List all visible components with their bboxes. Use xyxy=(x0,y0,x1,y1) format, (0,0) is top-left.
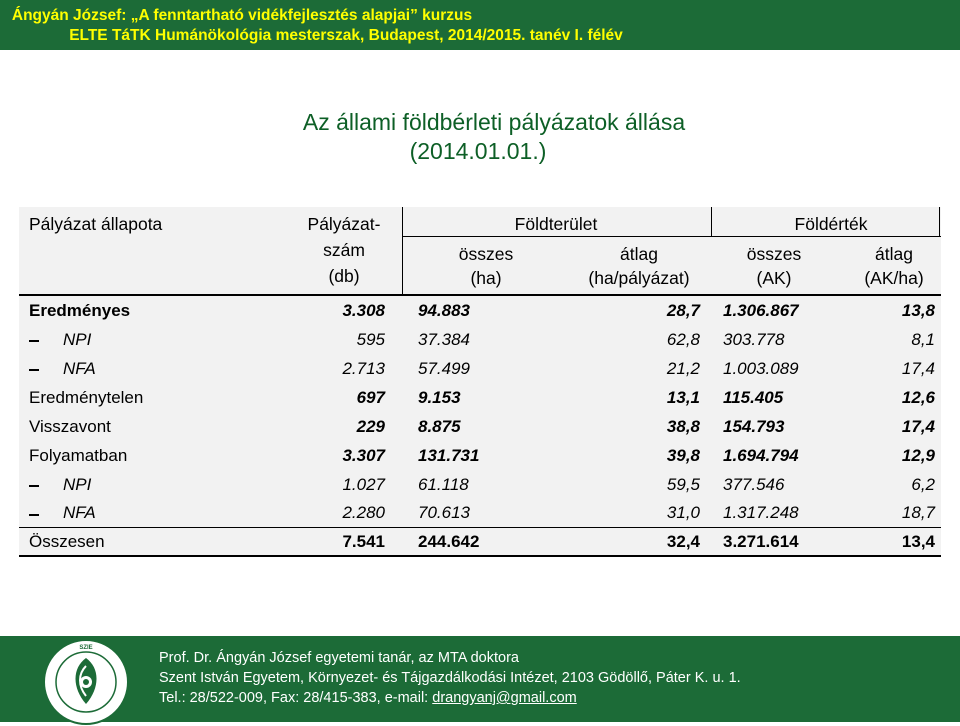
row-value: 1.003.089 xyxy=(723,359,799,378)
footer-author: Prof. Dr. Ángyán József egyetemi tanár, az MTA doktora xyxy=(159,650,519,666)
total-top-rule xyxy=(19,527,941,528)
footer-contact-text: Tel.: 28/522-009, Fax: 28/415-383, e-mail: xyxy=(159,690,433,706)
footer xyxy=(0,636,960,722)
row-area: 94.883 xyxy=(418,301,470,320)
row-area-avg: 31,0 xyxy=(666,503,700,522)
header-area-group: Földterület xyxy=(514,214,598,234)
row-label: NFA xyxy=(63,359,96,378)
row-value: 115.405 xyxy=(723,388,784,407)
slide-title: Az állami földbérleti pályázatok állása xyxy=(302,109,686,135)
row-label: Eredménytelen xyxy=(29,388,144,407)
row-value-avg: 6,2 xyxy=(911,475,935,494)
logo-top-text: SZIE xyxy=(79,645,93,651)
row-area-avg: 28,7 xyxy=(666,301,700,320)
header-value-total-unit: (AK) xyxy=(756,268,792,288)
row-value-avg: 18,7 xyxy=(901,503,935,522)
row-value: 1.317.248 xyxy=(723,503,799,522)
row-area: 57.499 xyxy=(418,359,470,378)
sub-row-dash xyxy=(29,369,39,371)
row-area-avg: 21,2 xyxy=(666,359,700,378)
header-count-unit: (db) xyxy=(328,266,360,286)
row-area: 131.731 xyxy=(418,446,480,465)
row-label: Folyamatban xyxy=(29,446,128,465)
row-label: NFA xyxy=(63,503,96,522)
row-count: 697 xyxy=(356,388,385,407)
header-area-total: összes xyxy=(458,244,514,264)
slide-date: (2014.01.01.) xyxy=(409,138,547,164)
row-value-avg: 13,8 xyxy=(901,301,935,320)
table-bottom-rule xyxy=(19,555,941,557)
row-area-avg: 39,8 xyxy=(666,446,700,465)
row-label: Eredményes xyxy=(29,301,131,320)
row-count: 7.541 xyxy=(342,532,385,551)
row-area-avg: 38,8 xyxy=(666,417,700,436)
row-count: 2.713 xyxy=(342,359,385,378)
row-value-avg: 17,4 xyxy=(901,417,935,436)
row-label: Visszavont xyxy=(29,417,111,436)
tender-status-table xyxy=(19,207,941,557)
row-area: 244.642 xyxy=(418,532,480,551)
header-value-avg: átlag xyxy=(875,244,913,264)
footer-institute: Szent István Egyetem, Környezet- és Tájgazdálkodási Intézet, 2103 Gödöllő, Páter K. u. 1. xyxy=(159,670,741,686)
header-count-l2: szám xyxy=(323,240,365,260)
course-subtitle: ELTE TáTK Humánökológia mesterszak, Budapest, 2014/2015. tanév I. félév xyxy=(69,27,623,44)
row-label: NPI xyxy=(63,475,92,494)
header-group-rule xyxy=(402,236,941,237)
institute-logo xyxy=(42,638,130,726)
row-area-avg: 32,4 xyxy=(666,532,700,551)
row-label: NPI xyxy=(63,330,92,349)
row-area-avg: 59,5 xyxy=(666,475,700,494)
row-value: 3.271.614 xyxy=(723,532,799,551)
row-count: 2.280 xyxy=(342,503,385,522)
row-value-avg: 13,4 xyxy=(901,532,935,551)
header-divider-right xyxy=(939,207,940,237)
sub-row-dash xyxy=(29,340,39,342)
row-area-avg: 62,8 xyxy=(666,330,700,349)
row-area: 37.384 xyxy=(418,330,470,349)
row-area: 70.613 xyxy=(418,503,470,522)
row-value: 1.694.794 xyxy=(723,446,799,465)
row-value: 1.306.867 xyxy=(723,301,799,320)
header-value-total: összes xyxy=(746,244,802,264)
email-link[interactable]: drangyanj@gmail.com xyxy=(432,690,577,706)
row-area-avg: 13,1 xyxy=(666,388,700,407)
row-value-avg: 8,1 xyxy=(911,330,935,349)
row-area: 8.875 xyxy=(418,417,461,436)
header-value-avg-unit: (AK/ha) xyxy=(864,268,924,288)
header-area-avg: átlag xyxy=(620,244,658,264)
row-value-avg: 12,6 xyxy=(901,388,935,407)
row-count: 3.307 xyxy=(342,446,385,465)
course-header xyxy=(0,0,960,50)
row-count: 3.308 xyxy=(342,301,385,320)
row-count: 595 xyxy=(356,330,385,349)
row-value: 154.793 xyxy=(723,417,785,436)
row-label-total: Összesen xyxy=(29,532,105,551)
header-divider-value xyxy=(711,207,712,237)
row-value-avg: 12,9 xyxy=(901,446,935,465)
row-area: 9.153 xyxy=(418,388,461,407)
header-count-l1: Pályázat- xyxy=(307,214,381,234)
row-value-avg: 17,4 xyxy=(901,359,935,378)
header-value-group: Földérték xyxy=(794,214,868,234)
row-count: 229 xyxy=(356,417,385,436)
row-area: 61.118 xyxy=(418,475,469,494)
header-area-total-unit: (ha) xyxy=(470,268,502,288)
header-area-avg-unit: (ha/pályázat) xyxy=(588,268,690,288)
row-value: 303.778 xyxy=(723,330,785,349)
sub-row-dash xyxy=(29,485,39,487)
sub-row-dash xyxy=(29,514,39,516)
header-bottom-rule xyxy=(19,294,941,296)
course-title: Ángyán József: „A fenntartható vidékfejlesztés alapjai” kurzus xyxy=(11,7,473,24)
header-status: Pályázat állapota xyxy=(29,214,163,234)
header-divider-area xyxy=(402,207,403,294)
footer-contact xyxy=(159,690,577,706)
row-count: 1.027 xyxy=(342,475,385,494)
row-value: 377.546 xyxy=(723,475,785,494)
